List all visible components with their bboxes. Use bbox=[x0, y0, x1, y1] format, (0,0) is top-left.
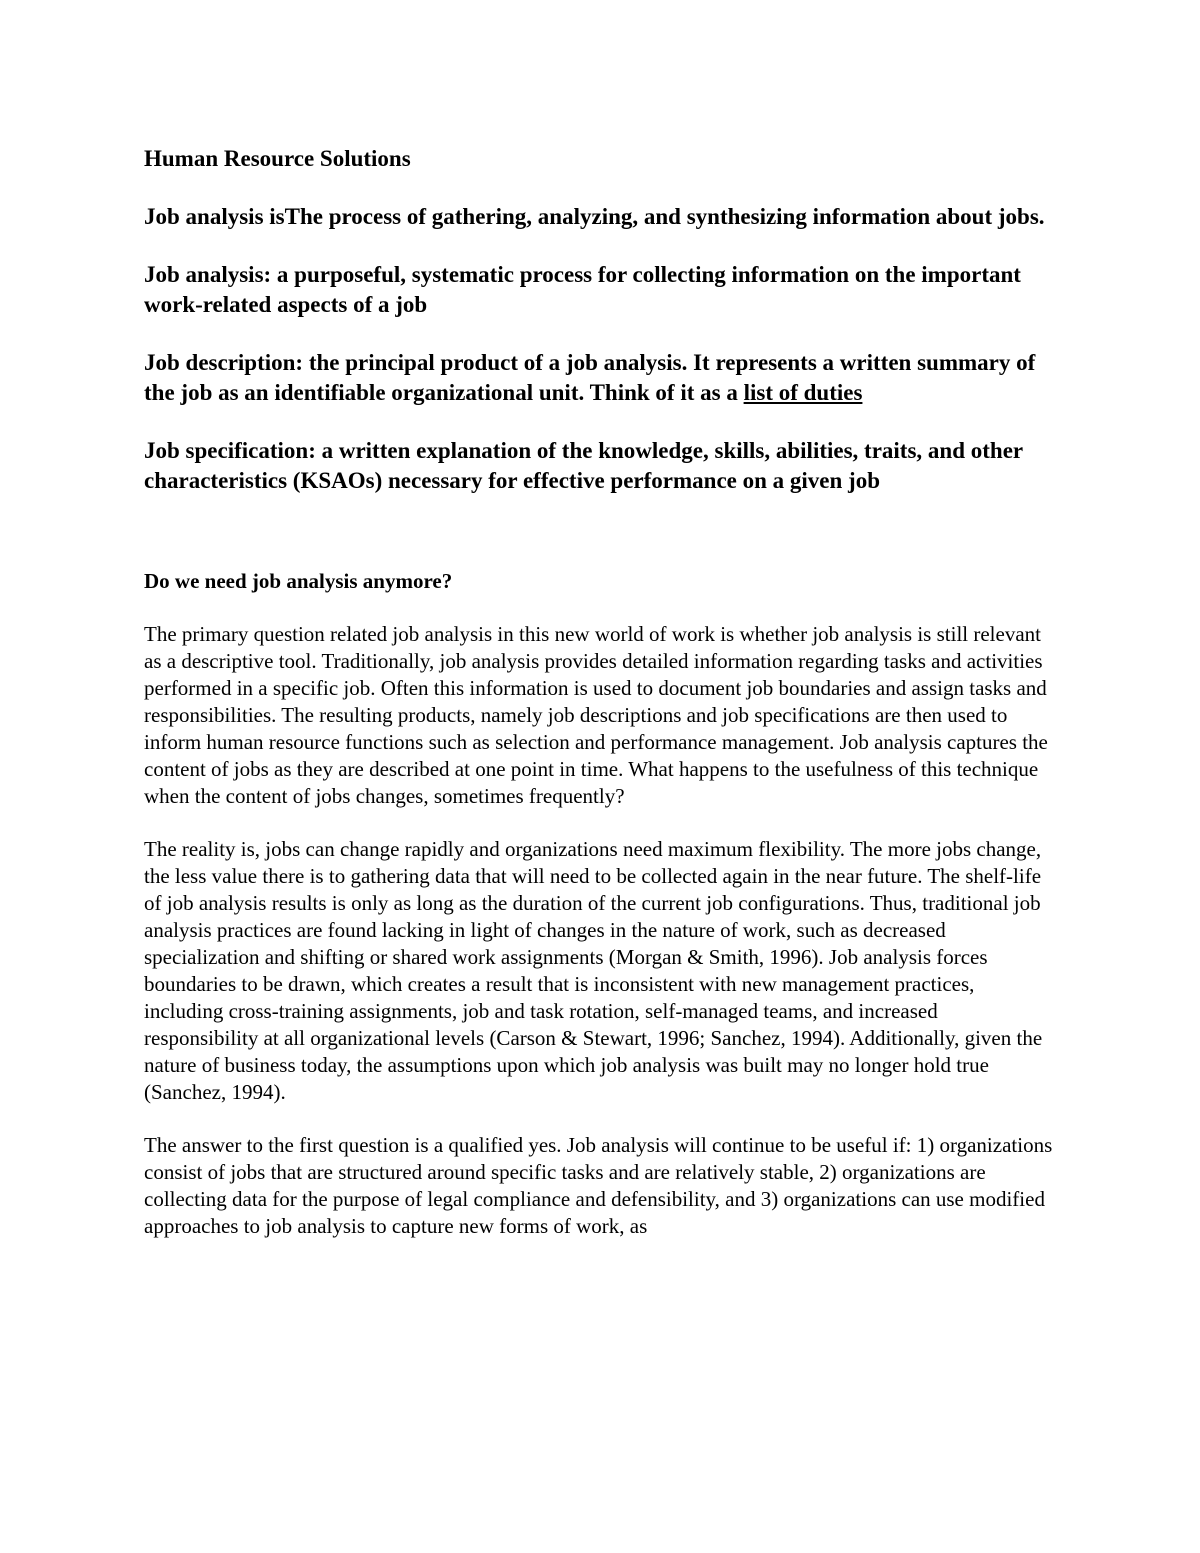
section-heading: Do we need job analysis anymore? bbox=[144, 569, 453, 593]
document-title: Human Resource Solutions bbox=[144, 146, 411, 171]
definition-job-description bbox=[144, 348, 1056, 408]
body-paragraph-3: The answer to the first question is a qualified yes. Job analysis will continue to be useful if: 1) organizations consist of jobs that are structured around specific tasks and are relatively stable, 2) organizations are collecting data for the purpose of legal compliance and defensibility, and 3) organizations can use modified approaches to job analysis to capture new forms of work, as bbox=[144, 1133, 1053, 1238]
definition-job-specification: Job specification: a written explanation of the knowledge, skills, abilities, traits, and other characteristics (KSAOs) necessary for effective performance on a given job bbox=[144, 438, 1023, 493]
document-body bbox=[144, 144, 1056, 1266]
body-paragraph-1: The primary question related job analysis in this new world of work is whether job analysis is still relevant as a descriptive tool. Traditionally, job analysis provides detailed information regarding tasks and activities performed in a specific job. Often this information is used to document job boundaries and assign tasks and responsibilities. The resulting products, namely job descriptions and job specifications are then used to inform human resource functions such as selection and performance management. Job analysis captures the content of jobs as they are described at one point in time. What happens to the usefulness of this technique when the content of jobs changes, sometimes frequently? bbox=[144, 622, 1048, 808]
definition-job-analysis-2: Job analysis: a purposeful, systematic process for collecting information on the important work-related aspects of a job bbox=[144, 262, 1021, 317]
definition-job-analysis-1: Job analysis isThe process of gathering, analyzing, and synthesizing information about jobs. bbox=[144, 204, 1045, 229]
body-paragraph-2: The reality is, jobs can change rapidly and organizations need maximum flexibility. The more jobs change, the less value there is to gathering data that will need to be collected again in the near future. The shelf-life of job analysis results is only as long as the duration of the current job configurations. Thus, traditional job analysis practices are found lacking in light of changes in the nature of work, such as decreased specialization and shifting or shared work assignments (Morgan & Smith, 1996). Job analysis forces boundaries to be drawn, which creates a result that is inconsistent with new management practices, including cross-training assignments, job and task rotation, self-managed teams, and increased responsibility at all organizational levels (Carson & Stewart, 1996; Sanchez, 1994). Additionally, given the nature of business today, the assumptions upon which job analysis was built may no longer hold true (Sanchez, 1994). bbox=[144, 837, 1043, 1104]
definition-job-description-text: Job description: the principal product of a job analysis. It represents a written summary of the job as an identifiable organizational unit. Think of it as a bbox=[144, 350, 1036, 405]
section-spacer bbox=[144, 496, 1056, 568]
underlined-list-of-duties: list of duties bbox=[743, 380, 863, 405]
